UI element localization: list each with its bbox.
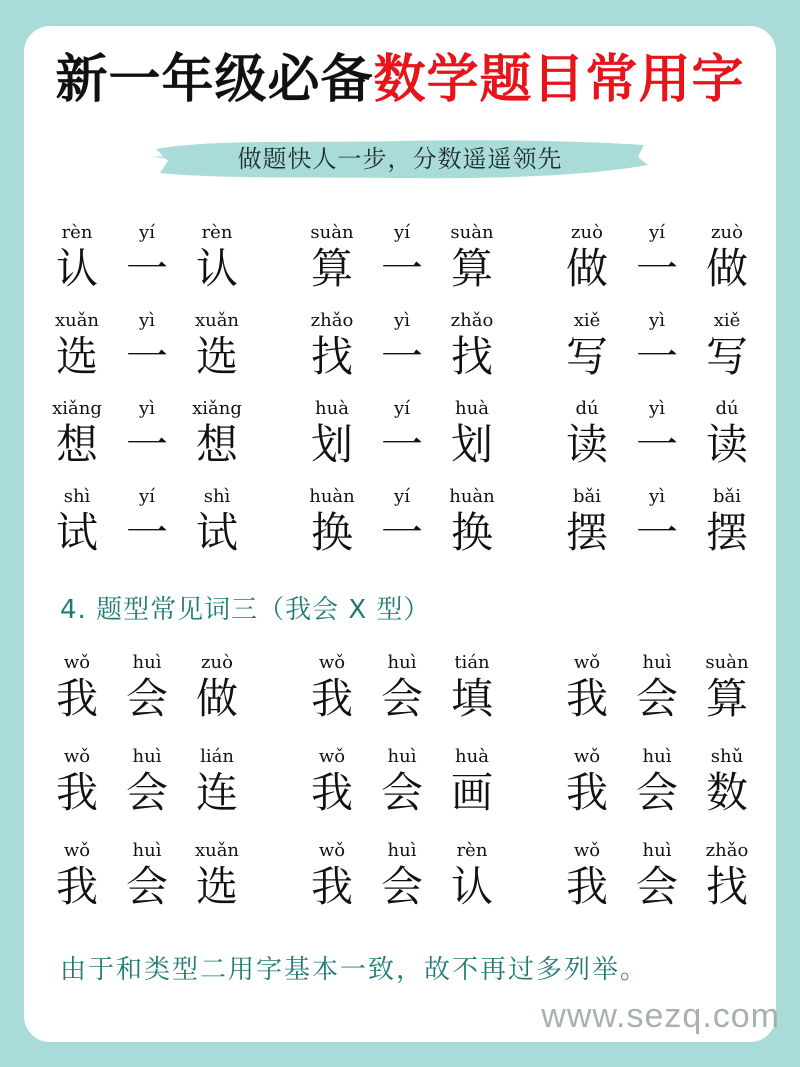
pinyin-label: dú: [575, 398, 599, 419]
hanzi-character: 会: [380, 862, 423, 911]
hanzi-character: 我: [565, 674, 608, 723]
char-cell: [42, 652, 112, 724]
pinyin-label: yí: [139, 222, 155, 243]
pinyin-label: yì: [649, 398, 665, 419]
hanzi-character: 选: [195, 862, 238, 911]
pinyin-label: wǒ: [63, 652, 91, 673]
char-cell: [437, 486, 507, 558]
pinyin-label: zhǎo: [310, 310, 354, 331]
char-cell: [42, 222, 112, 294]
hanzi-character: 试: [195, 508, 238, 557]
hanzi-character: 我: [55, 768, 98, 817]
char-cell: [112, 398, 182, 470]
pinyin-label: wǒ: [318, 746, 346, 767]
char-cell: [367, 398, 437, 470]
hanzi-character: 我: [310, 862, 353, 911]
char-cell: [297, 652, 367, 724]
char-cell: [182, 486, 252, 558]
hanzi-character: 我: [565, 862, 608, 911]
pinyin-label: huì: [387, 746, 417, 767]
pinyin-label: xiě: [713, 310, 741, 331]
pinyin-label: huì: [642, 652, 672, 673]
char-cell: [182, 222, 252, 294]
char-cell: [367, 486, 437, 558]
hanzi-character: 试: [55, 508, 98, 557]
char-cell: [112, 486, 182, 558]
hanzi-character: 画: [450, 768, 493, 817]
hanzi-character: 我: [55, 862, 98, 911]
hanzi-character: 一: [125, 420, 168, 469]
hanzi-character: 一: [635, 332, 678, 381]
pinyin-label: huì: [132, 746, 162, 767]
hanzi-character: 认: [55, 244, 98, 293]
char-cell: [42, 746, 112, 818]
pinyin-label: suàn: [450, 222, 494, 243]
hanzi-character: 一: [380, 244, 423, 293]
pinyin-label: huà: [455, 398, 489, 419]
hanzi-character: 划: [450, 420, 493, 469]
char-cell: [297, 222, 367, 294]
title-part-black: 新一年级必备: [55, 50, 374, 110]
hanzi-character: 填: [450, 674, 493, 723]
hanzi-character: 摆: [705, 508, 748, 557]
char-cell: [437, 746, 507, 818]
char-cell: [112, 840, 182, 912]
char-cell: [437, 652, 507, 724]
pinyin-label: wǒ: [318, 652, 346, 673]
hanzi-character: 找: [450, 332, 493, 381]
title-part-red: 数学题目常用字: [373, 50, 745, 110]
pinyin-label: yì: [649, 486, 665, 507]
char-cell: [112, 222, 182, 294]
pinyin-label: huì: [132, 840, 162, 861]
hanzi-character: 认: [195, 244, 238, 293]
hanzi-character: 算: [705, 674, 748, 723]
hanzi-character: 会: [125, 674, 168, 723]
hanzi-character: 一: [380, 508, 423, 557]
hanzi-character: 摆: [565, 508, 608, 557]
char-row: [0, 222, 800, 312]
hanzi-character: 一: [635, 244, 678, 293]
pinyin-label: yí: [649, 222, 665, 243]
pinyin-label: yí: [394, 486, 410, 507]
char-cell: [552, 652, 622, 724]
char-cell: [297, 840, 367, 912]
char-cell: [437, 840, 507, 912]
hanzi-character: 一: [635, 508, 678, 557]
subtitle-banner: [150, 131, 650, 187]
char-row: [0, 398, 800, 488]
pinyin-label: huì: [642, 840, 672, 861]
pinyin-label: zuò: [201, 652, 233, 673]
pinyin-label: huì: [132, 652, 162, 673]
pinyin-label: wǒ: [63, 746, 91, 767]
char-cell: [622, 746, 692, 818]
char-cell: [692, 222, 762, 294]
char-cell: [692, 746, 762, 818]
pinyin-label: yì: [649, 310, 665, 331]
char-cell: [437, 398, 507, 470]
hanzi-character: 选: [195, 332, 238, 381]
pinyin-label: huàn: [309, 486, 355, 507]
hanzi-character: 一: [125, 244, 168, 293]
char-cell: [437, 222, 507, 294]
pinyin-label: yí: [139, 486, 155, 507]
page-title: [0, 48, 800, 112]
char-cell: [367, 652, 437, 724]
pinyin-label: xuǎn: [54, 310, 100, 331]
char-cell: [367, 840, 437, 912]
hanzi-character: 连: [195, 768, 238, 817]
pinyin-label: zhǎo: [450, 310, 494, 331]
hanzi-character: 数: [705, 768, 748, 817]
char-cell: [297, 310, 367, 382]
hanzi-character: 会: [125, 862, 168, 911]
char-cell: [552, 398, 622, 470]
char-cell: [112, 310, 182, 382]
char-cell: [42, 486, 112, 558]
char-cell: [297, 398, 367, 470]
pinyin-label: shǔ: [710, 746, 744, 767]
hanzi-character: 会: [635, 768, 678, 817]
hanzi-character: 想: [55, 420, 98, 469]
hanzi-character: 我: [310, 768, 353, 817]
watermark: www.sezq.com: [541, 997, 780, 1035]
hanzi-character: 换: [450, 508, 493, 557]
section-heading: 4. 题型常见词三（我会 X 型）: [60, 595, 431, 625]
hanzi-character: 一: [125, 508, 168, 557]
hanzi-character: 读: [705, 420, 748, 469]
char-cell: [692, 486, 762, 558]
pinyin-label: xiǎng: [52, 398, 102, 419]
pinyin-label: wǒ: [573, 746, 601, 767]
char-cell: [692, 652, 762, 724]
subtitle-text: 做题快人一步，分数遥遥领先: [237, 145, 563, 173]
char-row: [0, 652, 800, 742]
pinyin-label: suàn: [310, 222, 354, 243]
char-cell: [367, 310, 437, 382]
char-cell: [42, 310, 112, 382]
hanzi-character: 做: [565, 244, 608, 293]
char-cell: [552, 746, 622, 818]
pinyin-label: huì: [387, 840, 417, 861]
hanzi-character: 读: [565, 420, 608, 469]
hanzi-character: 一: [380, 420, 423, 469]
char-cell: [622, 840, 692, 912]
pinyin-label: huì: [387, 652, 417, 673]
pinyin-label: huàn: [449, 486, 495, 507]
char-cell: [297, 746, 367, 818]
char-cell: [552, 486, 622, 558]
hanzi-character: 一: [635, 420, 678, 469]
hanzi-character: 会: [635, 862, 678, 911]
pinyin-label: wǒ: [63, 840, 91, 861]
char-cell: [297, 486, 367, 558]
pinyin-label: lián: [200, 746, 234, 767]
char-cell: [692, 840, 762, 912]
pinyin-label: dú: [715, 398, 739, 419]
char-cell: [622, 652, 692, 724]
char-cell: [622, 222, 692, 294]
char-cell: [112, 652, 182, 724]
pinyin-label: xiǎng: [192, 398, 242, 419]
hanzi-character: 做: [705, 244, 748, 293]
pinyin-label: tián: [454, 652, 490, 673]
hanzi-character: 划: [310, 420, 353, 469]
char-cell: [622, 398, 692, 470]
hanzi-character: 我: [310, 674, 353, 723]
pinyin-label: shì: [63, 486, 91, 507]
hanzi-character: 写: [565, 332, 608, 381]
pinyin-label: rèn: [61, 222, 93, 243]
char-cell: [622, 310, 692, 382]
char-cell: [367, 222, 437, 294]
pinyin-label: yì: [394, 310, 410, 331]
hanzi-character: 会: [635, 674, 678, 723]
pinyin-label: rèn: [456, 840, 488, 861]
pinyin-label: bǎi: [712, 486, 741, 507]
hanzi-character: 选: [55, 332, 98, 381]
pinyin-label: huà: [455, 746, 489, 767]
char-cell: [182, 310, 252, 382]
char-cell: [182, 652, 252, 724]
pinyin-label: yí: [394, 222, 410, 243]
pinyin-label: zuò: [711, 222, 743, 243]
pinyin-label: zhǎo: [705, 840, 749, 861]
pinyin-label: yì: [139, 310, 155, 331]
char-cell: [552, 840, 622, 912]
pinyin-label: xiě: [573, 310, 601, 331]
hanzi-character: 会: [380, 768, 423, 817]
char-row: [0, 840, 800, 930]
char-cell: [367, 746, 437, 818]
char-row: [0, 746, 800, 836]
hanzi-character: 我: [55, 674, 98, 723]
pinyin-label: wǒ: [318, 840, 346, 861]
hanzi-character: 认: [450, 862, 493, 911]
char-cell: [437, 310, 507, 382]
hanzi-character: 我: [565, 768, 608, 817]
pinyin-label: yì: [139, 398, 155, 419]
hanzi-character: 找: [705, 862, 748, 911]
pinyin-label: huì: [642, 746, 672, 767]
hanzi-character: 写: [705, 332, 748, 381]
char-cell: [552, 222, 622, 294]
char-cell: [692, 310, 762, 382]
pinyin-label: xuǎn: [194, 310, 240, 331]
char-cell: [42, 398, 112, 470]
pinyin-label: bǎi: [572, 486, 601, 507]
char-cell: [182, 840, 252, 912]
hanzi-character: 算: [310, 244, 353, 293]
char-row: [0, 310, 800, 400]
pinyin-label: huà: [315, 398, 349, 419]
char-cell: [182, 746, 252, 818]
char-cell: [692, 398, 762, 470]
footer-note: 由于和类型二用字基本一致，故不再过多列举。: [60, 955, 649, 985]
pinyin-label: xuǎn: [194, 840, 240, 861]
hanzi-character: 会: [125, 768, 168, 817]
char-cell: [42, 840, 112, 912]
char-cell: [112, 746, 182, 818]
pinyin-label: rèn: [201, 222, 233, 243]
pinyin-label: wǒ: [573, 652, 601, 673]
hanzi-character: 一: [125, 332, 168, 381]
pinyin-label: zuò: [571, 222, 603, 243]
hanzi-character: 做: [195, 674, 238, 723]
hanzi-character: 一: [380, 332, 423, 381]
hanzi-character: 算: [450, 244, 493, 293]
char-cell: [622, 486, 692, 558]
char-cell: [552, 310, 622, 382]
pinyin-label: yí: [394, 398, 410, 419]
char-cell: [182, 398, 252, 470]
pinyin-label: shì: [203, 486, 231, 507]
pinyin-label: wǒ: [573, 840, 601, 861]
char-row: [0, 486, 800, 576]
hanzi-character: 想: [195, 420, 238, 469]
hanzi-character: 找: [310, 332, 353, 381]
hanzi-character: 换: [310, 508, 353, 557]
pinyin-label: suàn: [705, 652, 749, 673]
hanzi-character: 会: [380, 674, 423, 723]
